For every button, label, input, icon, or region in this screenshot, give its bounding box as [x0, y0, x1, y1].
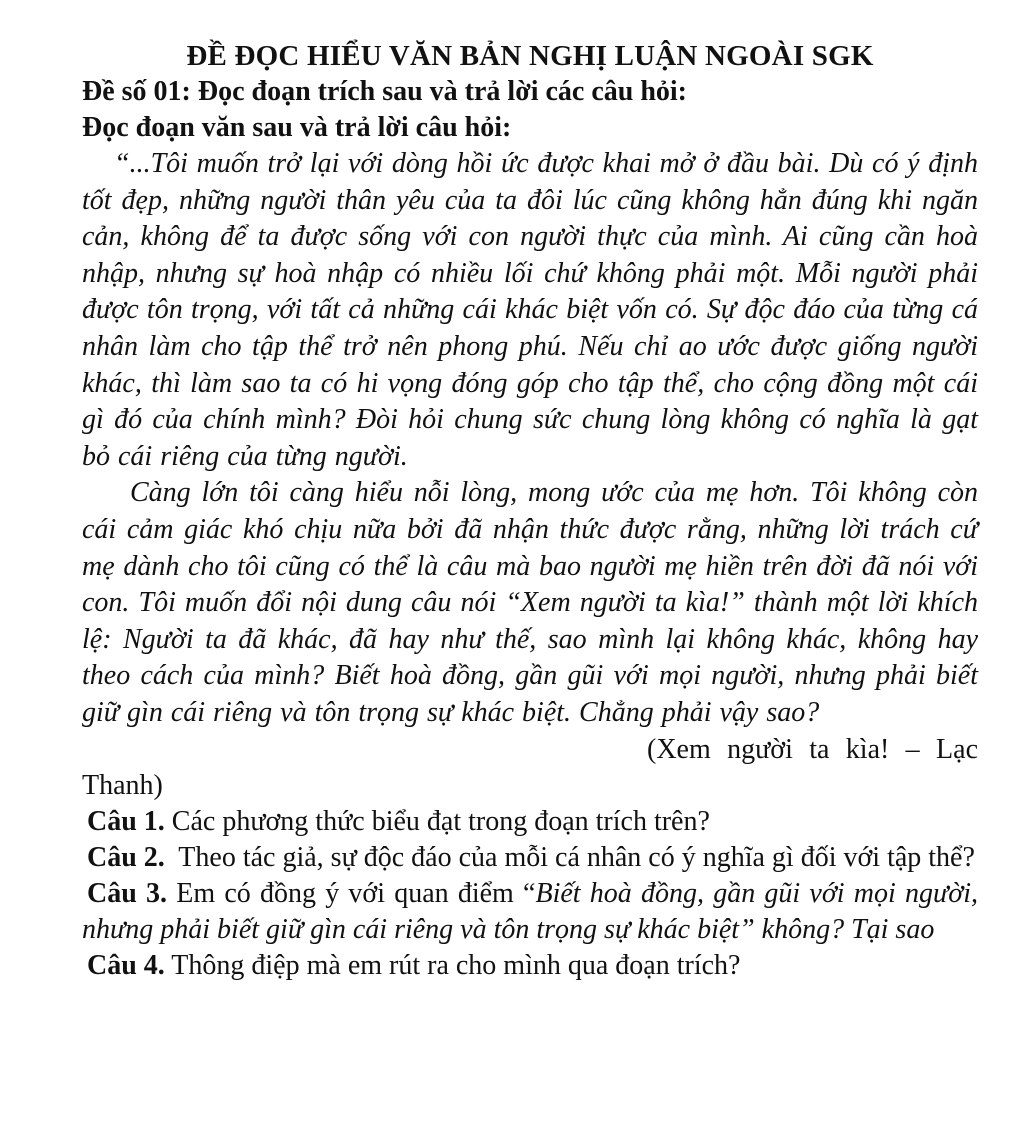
- question-3-label: Câu 3: [87, 877, 161, 909]
- question-2-label: Câu 2.: [87, 841, 165, 873]
- question-3-quote: Biết hoà đồng, gần gũi với mọi người, nhưng phải biết giữ gìn cái riêng và tôn trọng sự khác biệt: [82, 877, 979, 945]
- question-1: Câu 1. Các phương thức biểu đạt trong đoạn trích trên?: [87, 805, 710, 837]
- passage-paragraph-1: “...Tôi muốn trở lại với dòng hồi ức được khai mở ở đầu bài. Dù có ý định tốt đẹp, những người thân yêu của ta đôi lúc cũng không hẳn đúng khi ngăn cản, không để ta được sống với con người thực của mình. Ai cũng cần hoà nhập, nhưng sự hoà nhập có nhiều lối chứ không phải một. Mỗi người phải được tôn trọng, với tất cả những cái khác biệt vốn có. Sự độc đáo của từng cá nhân làm cho tập thể trở nên phong phú. Nếu chỉ ao ước được giống người khác, thì làm sao ta có hi vọng đóng góp cho tập thể, cho cộng đồng một cái gì đó của chính mình? Đòi hỏi chung sức chung lòng không có nghĩa là gạt bỏ cái riêng của từng người.: [82, 148, 978, 472]
- question-1-text: Các phương thức biểu đạt trong đoạn trích trên?: [171, 805, 710, 837]
- question-4-label: Câu 4: [87, 949, 158, 981]
- question-1-label: Câu 1: [87, 805, 158, 837]
- question-2-text: Theo tác giả, sự độc đáo của mỗi cá nhân có ý nghĩa gì đối với tập thể?: [178, 841, 975, 873]
- instruction: Đọc đoạn văn sau và trả lời câu hỏi:: [82, 112, 512, 143]
- passage-source: (Xem người ta kìa! – Lạc Thanh): [82, 733, 978, 801]
- document-page: [82, 38, 978, 984]
- question-4: Câu 4. Thông điệp mà em rút ra cho mình qua đoạn trích?: [87, 949, 741, 981]
- question-3-text-before: Em có đồng ý với quan điểm “: [176, 877, 536, 909]
- question-4-text: Thông điệp mà em rút ra cho mình qua đoạn trích?: [171, 949, 741, 981]
- question-3: Câu 3. Em có đồng ý với quan điểm “Biết hoà đồng, gần gũi với mọi người, nhưng phải biết giữ gìn cái riêng và tôn trọng sự khác biệt” không? Tại sao: [82, 877, 979, 945]
- question-2: [82, 840, 978, 876]
- exam-heading: Đề số 01: Đọc đoạn trích sau và trả lời các câu hỏi:: [82, 76, 688, 107]
- question-3-text-after: ” không? Tại sao: [739, 913, 935, 945]
- passage-paragraph-2: Càng lớn tôi càng hiểu nỗi lòng, mong ước của mẹ hơn. Tôi không còn cái cảm giác khó chịu nữa bởi đã nhận thức được rằng, những lời trách cứ mẹ dành cho tôi cũng có thể là câu mà bao người mẹ hiền trên đời đã nói với con. Tôi muốn đổi nội dung câu nói “Xem người ta kìa!” thành một lời khích lệ: Người ta đã khác, đã hay như thế, sao mình lại không khác, không hay theo cách của mình? Biết hoà đồng, gần gũi với mọi người, nhưng phải biết giữ gìn cái riêng và tôn trọng sự khác biệt. Chẳng phải vậy sao?: [82, 477, 978, 728]
- document-title: ĐỀ ĐỌC HIỂU VĂN BẢN NGHỊ LUẬN NGOÀI SGK: [186, 40, 874, 72]
